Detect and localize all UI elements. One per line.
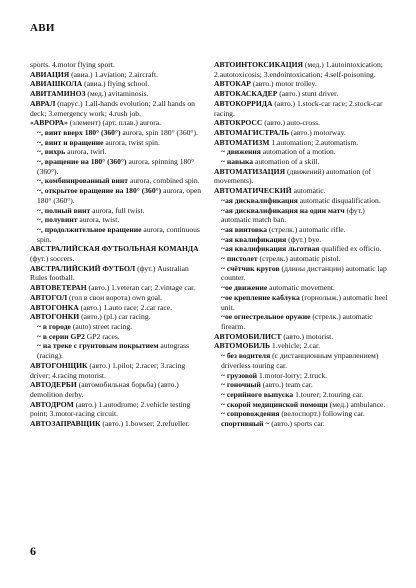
entry-headword: АВТОДРОМ [30, 399, 74, 409]
entry-headword: ~, продолжительное вращение [37, 224, 142, 234]
dictionary-entry [214, 157, 390, 167]
dictionary-entry [30, 206, 206, 216]
entry-definition: (авто.) motorist. [281, 331, 334, 341]
dictionary-entry [214, 312, 390, 331]
entry-definition: (автомобильная борьба) (авто.) demolition derby. [30, 380, 179, 399]
entry-headword: ~, комбинированный винт [37, 176, 129, 186]
entry-definition: (авто.) auto-cross. [262, 118, 321, 128]
entry-definition: (длины дистанции) automatic lap counter. [221, 263, 387, 283]
entry-definition: (парус.) 1.all-hands evolution; 2.all hands on deck; 3.emergency work; 4.rush job. [30, 98, 195, 118]
entry-headword: АВТОВЕТЕРАН [30, 283, 87, 293]
entry-definition: automation of a motion. [260, 147, 336, 157]
entry-headword: ~ грузовой [221, 370, 258, 380]
entry-headword: ~ без водителя [221, 351, 271, 361]
entry-headword: ~ая дисквалификация [221, 195, 298, 205]
entry-headword: ~ гоночный [221, 380, 261, 390]
entry-headword: ~ навыка [221, 157, 254, 167]
entry-headword: АВТОИНТОКСИКАЦИЯ [214, 60, 303, 69]
dictionary-entry [30, 70, 206, 80]
entry-definition: (авто.) motor trolley. [250, 79, 317, 89]
entry-definition: aurora, spin 180° (360°). [120, 127, 198, 137]
entry-definition: (фут.) automatic match ban. [221, 205, 365, 225]
entry-headword: АВТОКАР [214, 79, 251, 89]
entry-definition: aurora, spinning 180° (360°). [37, 157, 195, 176]
entry-headword: АВТОГОНЩИК [30, 360, 88, 370]
dictionary-entry [214, 206, 390, 225]
entry-headword: АВТОМАТИЗАЦИЯ [214, 166, 286, 176]
entry-headword: АВТОЗАПРАВЩИК [30, 419, 101, 429]
dictionary-entry [30, 293, 206, 303]
dictionary-entry [30, 147, 206, 157]
entry-headword: спортивный ~ [221, 419, 270, 429]
dictionary-entry [214, 351, 390, 370]
dictionary-entry [30, 303, 206, 313]
entry-definition: aurora, continuous spin. [37, 224, 200, 244]
entry-definition: (авто.) team car. [260, 380, 313, 390]
entry-definition: automation of a skill. [253, 157, 320, 167]
entry-headword: АВТОГОЛ [30, 292, 68, 302]
dictionary-entry [214, 332, 390, 342]
entry-definition: GP2 races. [84, 331, 120, 341]
dictionary-entry [30, 332, 206, 342]
dictionary-entry [30, 419, 206, 429]
entry-definition: autograss (racing). [37, 341, 190, 361]
dictionary-entry [30, 341, 206, 360]
entry-definition: (авто.) sports car. [269, 419, 325, 429]
entry-headword: «АВРОРА» [30, 118, 68, 128]
entry-definition: (авто.) 1.pilot; 2.racer; 3.racing driver; 4.racing motorist. [30, 360, 186, 380]
dictionary-entry [214, 264, 390, 283]
entry-definition: automatic movement. [267, 283, 335, 293]
entry-headword: АВСТРАЛИЙСКИЙ ФУТБОЛ [30, 263, 136, 273]
entry-definition: (авто.) 1.bowser; 2.refueller. [100, 419, 190, 429]
dictionary-entry [214, 167, 390, 186]
entry-definition: (мед.) ambulance. [327, 399, 386, 409]
entry-headword: АВРАЛ [30, 98, 56, 108]
entry-definition: aurora, open 180° (360°). [37, 186, 202, 205]
entry-definition: 1.vehicle; 2.car. [270, 341, 320, 351]
page-number: 6 [30, 544, 36, 558]
dictionary-entry [30, 118, 206, 128]
dictionary-entry [30, 138, 206, 148]
entry-definition: (авто.) 1.veteran car; 2.vintage car. [86, 283, 196, 293]
entry-headword: ~, вращение на 180° (360°) [37, 157, 127, 167]
entry-definition: aurora, twirl. [65, 147, 107, 157]
dictionary-entry [214, 225, 390, 235]
entry-definition: (авто.) 1.stock-car race; 2.stock-car racing. [214, 98, 383, 118]
entry-definition: aurora, twist. [77, 215, 120, 225]
dictionary-entry [30, 283, 206, 293]
entry-definition: automatic. [291, 186, 326, 196]
entry-headword: ~ в городе [37, 321, 71, 331]
entry-definition: (элемент) (арт. плав.) aurora. [67, 118, 162, 128]
entry-headword: ~ счётчик кругов [221, 263, 280, 273]
entry-definition: 1.tourer; 2.touring car. [293, 389, 364, 399]
dictionary-entry [214, 341, 390, 351]
dictionary-entry [30, 225, 206, 244]
right-column [214, 60, 390, 429]
entry-definition: (фут.) bye. [286, 234, 322, 244]
entry-headword: АВТОКРОСС [214, 118, 263, 128]
entry-headword: ~ скорой медицинской помощи [221, 399, 328, 409]
entry-headword: ~ в серии GP2 [37, 331, 85, 341]
entry-headword: АВТОДЕРБИ [30, 380, 77, 390]
entry-headword: ~ая квалификация льготная [221, 244, 320, 254]
dictionary-entry [214, 254, 390, 264]
entry-definition: (стрелк.) automatic firearm. [221, 312, 373, 331]
entry-headword: ~ пистолет [221, 254, 258, 264]
dictionary-entry [214, 89, 390, 99]
entry-definition: (стрелк.) automatic rifle. [267, 224, 346, 234]
entry-headword: АВТОМОБИЛИСТ [214, 331, 282, 341]
entry-headword: ~, полный винт [37, 205, 91, 215]
dictionary-entry [214, 196, 390, 206]
entry-headword: АВТОМАТИЧЕСКИЙ [214, 186, 292, 196]
entry-definition: (авто.) motorway. [289, 127, 346, 137]
entry-headword: ~ое крепление каблука [221, 292, 300, 302]
entry-headword: ~ сопровождения [221, 409, 280, 419]
entry-definition: (авто.) stunt driver. [277, 89, 339, 99]
entry-headword: ~, вихрь [37, 147, 66, 157]
dictionary-entry [30, 380, 206, 399]
dictionary-entry [30, 60, 206, 70]
dictionary-entry [214, 79, 390, 89]
dictionary-entry [214, 138, 390, 148]
entry-definition: (гол в свои ворота) own goal. [67, 292, 163, 302]
entry-definition: (авиа.) flying school. [82, 79, 150, 89]
entry-headword: ~, полувинт [37, 215, 78, 225]
dictionary-entry [214, 235, 390, 245]
entry-headword: ~ое огнестрельное оружие [221, 312, 311, 322]
dictionary-entry [30, 79, 206, 89]
entry-headword: ~ая квалификация [221, 234, 287, 244]
entry-headword: АВИАЦИЯ [30, 69, 70, 79]
dictionary-entry [30, 244, 206, 263]
dictionary-entry [214, 118, 390, 128]
entry-headword: ~ на треке с грунтовым покрытием [37, 341, 159, 351]
dictionary-entry [214, 244, 390, 254]
dictionary-entry [214, 371, 390, 381]
entry-definition: (auto) street racing. [70, 321, 133, 331]
entry-headword: АВТОМАТИЗМ [214, 137, 270, 147]
entry-headword: ~, открытое вращение на 180° (360°) [37, 186, 162, 196]
dictionary-entry [214, 283, 390, 293]
entry-definition: (фут.) soccers. [30, 254, 75, 264]
dictionary-entry [214, 400, 390, 410]
entry-headword: АВТОКОРРИДА [214, 98, 273, 108]
dictionary-entry [214, 409, 390, 419]
entry-headword: ~ серийного выпуска [221, 389, 294, 399]
entry-headword: ~ движения [221, 147, 261, 157]
entry-headword: АВТОМОБИЛЬ [214, 341, 271, 351]
entry-definition: (движений) automation (of movements). [214, 166, 372, 186]
dictionary-entry [214, 128, 390, 138]
dictionary-entry [214, 293, 390, 312]
entry-headword: ~ая дисквалификация на один матч [221, 205, 345, 215]
dictionary-entry [30, 157, 206, 176]
dictionary-entry [214, 99, 390, 118]
entry-definition: (авто.) (pl.) car racing. [79, 312, 151, 322]
entry-definition: aurora, combined spin. [128, 176, 200, 186]
entry-headword: ~ое движение [221, 283, 268, 293]
entry-definition: 1.motor-lorry; 2.truck. [257, 370, 328, 380]
dictionary-entry [214, 390, 390, 400]
dictionary-entry [30, 186, 206, 205]
entry-definition: qualified ex officio. [319, 244, 382, 254]
entry-definition: (авто.) 1.auto race; 2.car race. [78, 302, 173, 312]
entry-headword: АВТОГОНКА [30, 302, 79, 312]
entry-headword: АВИТАМИНОЗ [30, 89, 86, 99]
dictionary-entry [214, 60, 390, 79]
dictionary-entry [30, 99, 206, 118]
entry-definition: (мед.) avitaminosis. [85, 89, 149, 99]
entry-definition: (с дистанционным управлением) driverless touring car. [221, 351, 379, 370]
entry-definition: (мед.) 1.autointoxication; 2.autotoxicosis; 3.endointoxication; 4.self-poisoning. [214, 60, 383, 79]
entry-headword: ~ая винтовка [221, 224, 267, 234]
dictionary-entry [30, 361, 206, 380]
entry-headword: АВТОГОНКИ [30, 312, 80, 322]
dictionary-entry [214, 147, 390, 157]
entry-definition: sports. 4.motor flying sport. [30, 60, 115, 69]
entry-definition: aurora, full twist. [90, 205, 145, 215]
dictionary-entry [30, 128, 206, 138]
running-header: АВИ [30, 22, 55, 34]
entry-definition: (стрелк.) automatic pistol. [257, 254, 341, 264]
dictionary-entry [30, 312, 206, 322]
dictionary-entry [30, 322, 206, 332]
dictionary-entry [214, 419, 390, 429]
entry-definition: (горнолыж.) automatic heel unit. [221, 292, 388, 312]
dictionary-entry [30, 176, 206, 186]
entry-headword: АВТОКАСКАДЕР [214, 89, 278, 99]
dictionary-entry [214, 380, 390, 390]
entry-headword: ~, винт и вращение [37, 137, 104, 147]
entry-definition: (велоспорт.) following car. [279, 409, 365, 419]
entry-headword: АВИАШКОЛА [30, 79, 83, 89]
entry-definition: (авиа.) 1.aviation; 2.aircraft. [69, 69, 159, 79]
dictionary-entry [214, 186, 390, 196]
entry-definition: (авто.) 1.autodrome; 2.vehicle testing point; 3.motor-racing circuit. [30, 399, 191, 419]
entry-definition: (фут.) Australian Rules football. [30, 263, 189, 283]
entry-headword: АВТОМАГИСТРАЛЬ [214, 127, 290, 137]
dictionary-entry [30, 215, 206, 225]
entry-definition: aurora, twist spin. [103, 137, 160, 147]
entry-definition: automatic disqualification. [297, 195, 381, 205]
dictionary-entry [30, 264, 206, 283]
entry-headword: АВСТРАЛИЙСКАЯ ФУТБОЛЬНАЯ КОМАНДА [30, 244, 199, 254]
entry-headword: ~, винт вверх 180° (360°) [37, 127, 121, 137]
dictionary-entry [30, 400, 206, 419]
dictionary-entry [30, 89, 206, 99]
entry-definition: 1.automation; 2.automatism. [269, 137, 359, 147]
left-column [30, 60, 206, 429]
